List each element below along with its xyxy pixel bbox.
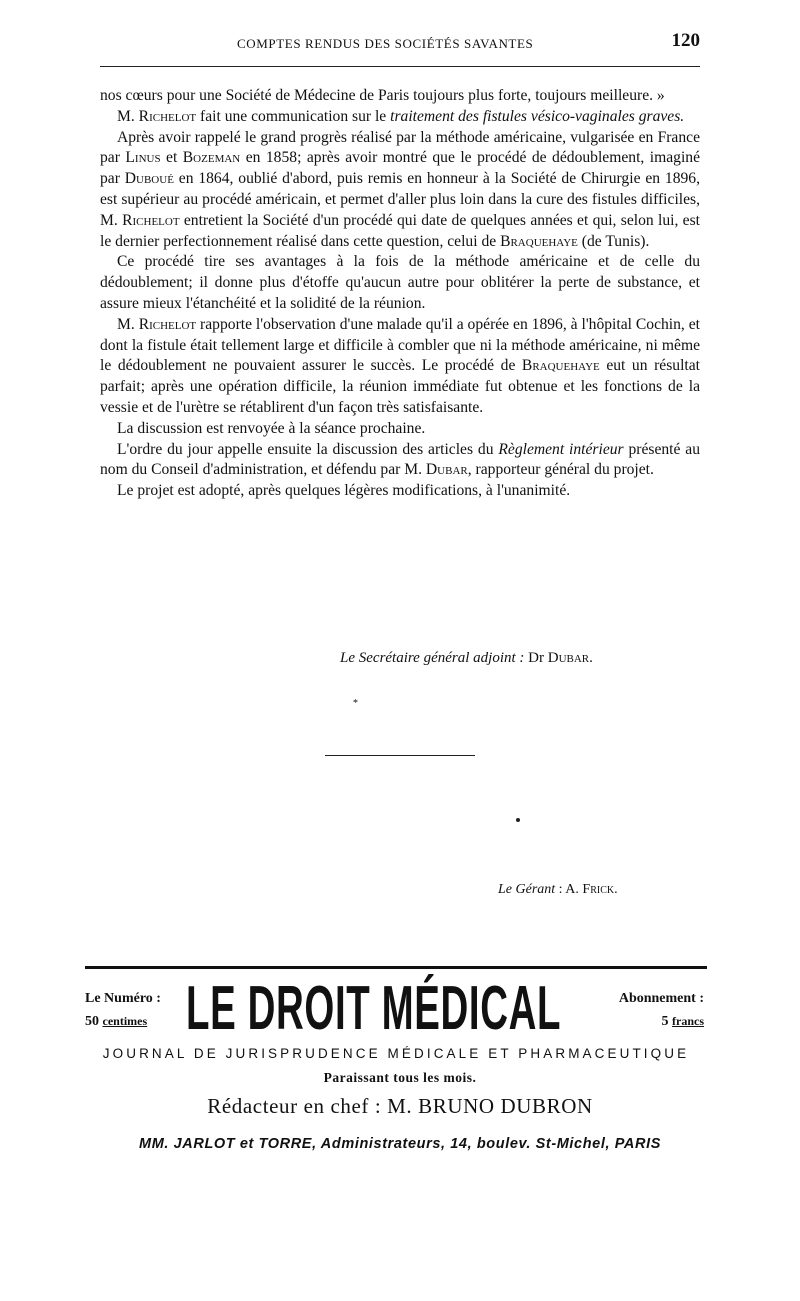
journal-title: LE DROIT MÉDICAL (186, 974, 562, 1043)
paragraph-7: L'ordre du jour appelle ensuite la discussion des articles du Règlement intérieur présenté au nom du Conseil d'administration, et défendu par M. Dubar, rapporteur général du projet. (100, 440, 701, 479)
section-rule (325, 755, 475, 756)
administrators-address: MM. JARLOT et TORRE, Administrateurs, 14, boulev. St-Michel, PARIS (139, 1136, 661, 1152)
subscription-price: Abonnement : 5 francs (618, 991, 704, 1029)
running-header (100, 30, 700, 58)
signature: Le Secrétaire général adjoint : Dr Dubar. (340, 650, 593, 666)
gerant-signature: Le Gérant : A. Frick. (498, 882, 618, 897)
body-text (100, 86, 700, 502)
paragraph-1: nos cœurs pour une Société de Médecine de Paris toujours plus forte, toujours meilleure. » (100, 87, 665, 104)
paragraph-3: Après avoir rappelé le grand progrès réalisé par la méthode américaine, vulgarisée en France par Linus et Bozeman en 1858; après avoir montré que le procédé de dédoublement, imaginé par Duboué en 1864, oublié d'abord, puis remis en honneur à la Société de Chirurgie en 1896, est supérieur au procédé américain, et permet d'aller plus loin dans la cure des fistules difficiles, M. Richelot entretient la Société d'un procédé qui date de quelques années et qui, selon lui, est le dernier perfectionnement réalisé dans cette question, celui de Braquehaye (de Tunis). (100, 128, 700, 250)
editor-in-chief: Rédacteur en chef : M. BRUNO DUBRON (207, 1094, 593, 1118)
running-title: COMPTES RENDUS DES SOCIÉTÉS SAVANTES (237, 36, 534, 51)
communication-title: traitement des fistules vésico-vaginales graves. (390, 107, 685, 125)
page-number: 120 (671, 30, 700, 51)
header-rule (100, 66, 700, 67)
ink-dot (516, 818, 520, 822)
paragraph-4: Ce procédé tire ses avantages à la fois de la méthode américaine et de celle du dédoublement; il donne plus d'étoffe qu'aucun autre pour oblitérer la perte de substance, et assure mieux l'étanchéité et la solidité de la réunion. (100, 253, 700, 312)
asterisk-mark: * (353, 698, 358, 709)
journal-subtitle: JOURNAL DE JURISPRUDENCE MÉDICALE ET PHARMACEUTIQUE (102, 1046, 690, 1061)
paragraph-8: Le projet est adopté, après quelques légères modifications, à l'unanimité. (117, 482, 571, 500)
paragraph-6: La discussion est renvoyée à la séance prochaine. (117, 419, 426, 437)
advertisement-rule (85, 966, 707, 969)
single-issue-price: Le Numéro : 50 centimes (85, 991, 161, 1029)
paragraph-5: M. Richelot rapporte l'observation d'une malade qu'il a opérée en 1896, à l'hôpital Cochin, et dont la fistule était tellement large et difficile à combler que ni la méthode américaine, ni même le dédoublement ne pouvaient assurer le succès. Le procédé de Braquehaye eut un résultat parfait; après une opération difficile, la réunion immédiate fut obtenue et les fonctions de la vessie et de l'urètre se rétablirent d'un façon très satisfaisante. (100, 315, 700, 416)
author-name: Richelot (138, 107, 197, 125)
publication-frequency: Paraissant tous les mois. (323, 1070, 477, 1085)
paragraph-2: M. Richelot fait une communication sur le traitement des fistules vésico-vaginales graves. (117, 107, 685, 125)
